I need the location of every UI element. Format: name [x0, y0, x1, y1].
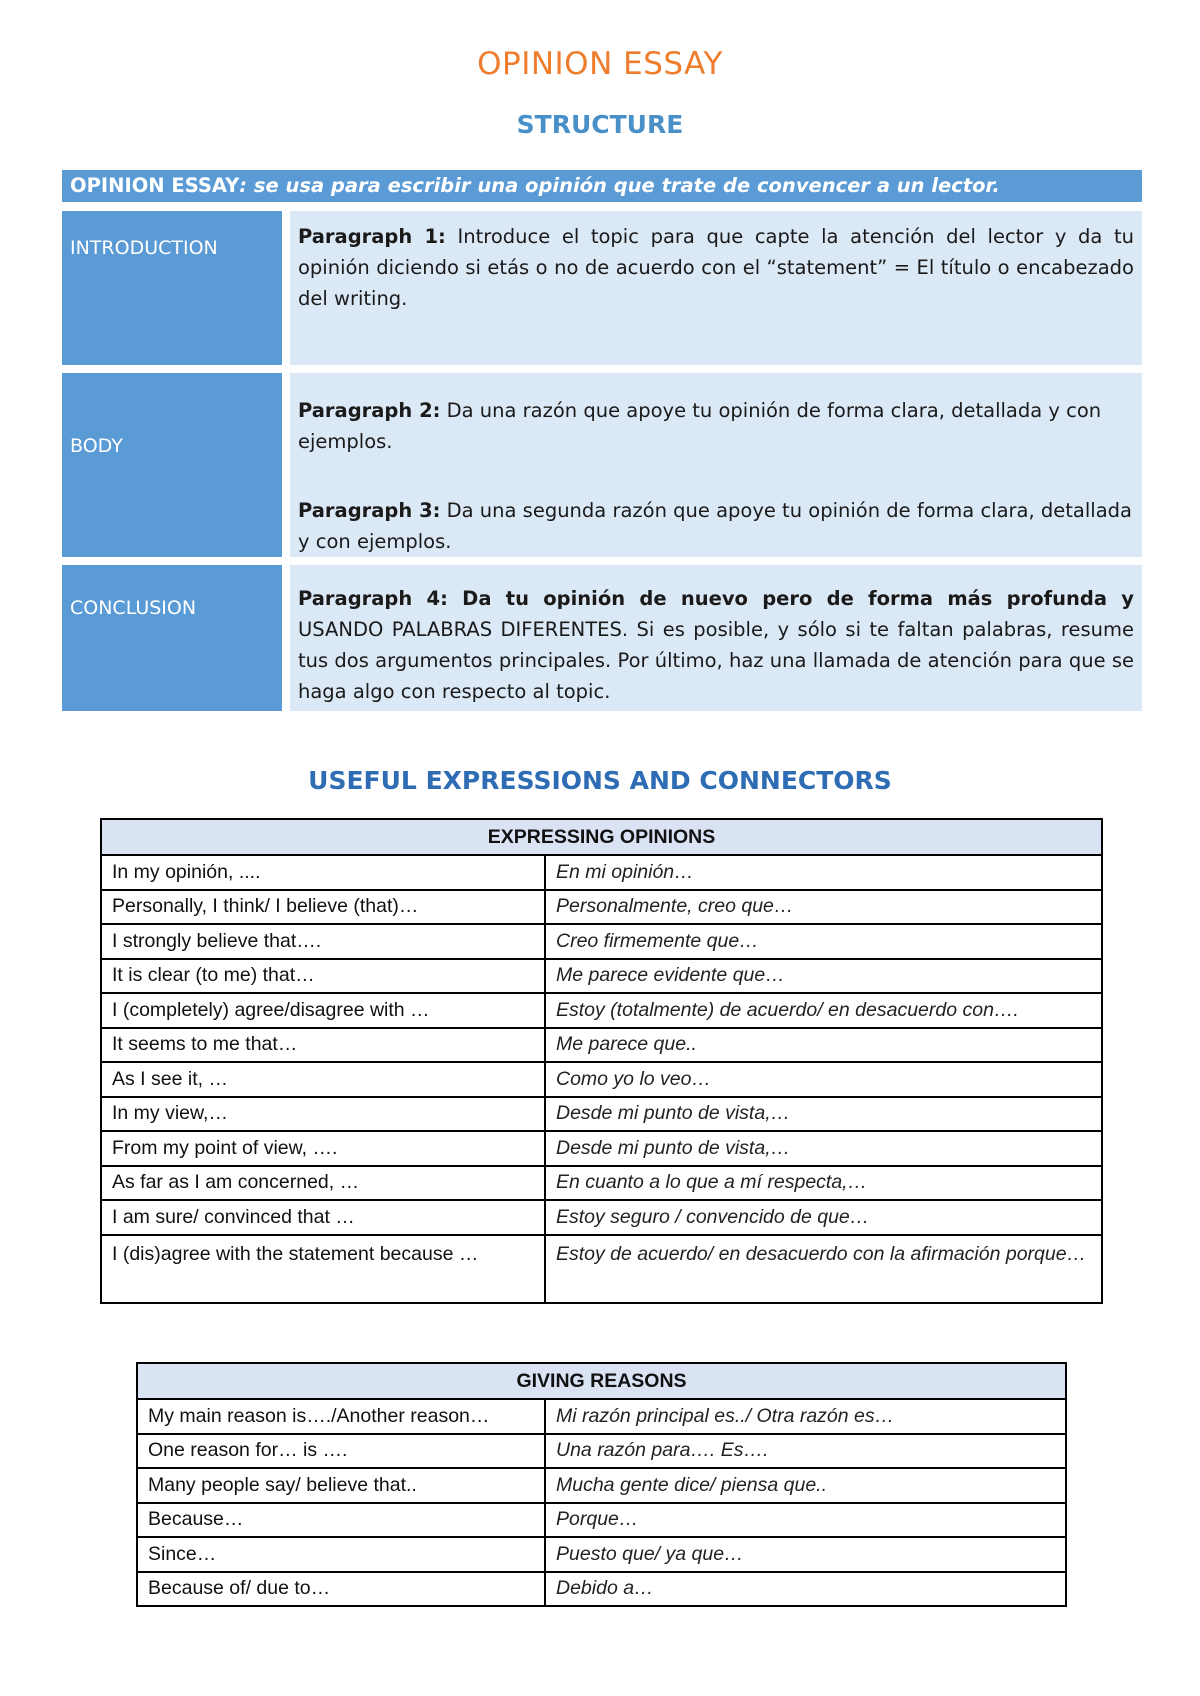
spanish-translation: Desde mi punto de vista,…: [545, 1097, 1102, 1132]
table-row: [137, 1572, 1066, 1607]
useful-expressions-heading: USEFUL EXPRESSIONS AND CONNECTORS: [308, 766, 892, 795]
document-title: OPINION ESSAY: [477, 46, 723, 82]
paragraph-heading: Paragraph 2:: [298, 399, 441, 422]
english-expression: I (dis)agree with the statement because …: [101, 1235, 545, 1303]
table-row: [101, 993, 1102, 1028]
banner-lead: OPINION ESSAY: [70, 174, 240, 197]
english-expression: Personally, I think/ I believe (that)…: [101, 890, 545, 925]
english-expression: In my opinión, ....: [101, 855, 545, 890]
table-header: EXPRESSING OPINIONS: [101, 819, 1102, 855]
english-expression: Since…: [137, 1537, 545, 1572]
spanish-translation: Debido a…: [545, 1572, 1066, 1607]
english-expression: I strongly believe that….: [101, 924, 545, 959]
spanish-translation: Estoy seguro / convencido de que…: [545, 1200, 1102, 1235]
structure-label-conclusion: CONCLUSION: [62, 565, 282, 711]
table-row: [101, 924, 1102, 959]
spanish-translation: Personalmente, creo que…: [545, 890, 1102, 925]
paragraph-4: [298, 583, 1134, 707]
paragraph-heading: Paragraph 4: Da tu opinión de nuevo pero de forma más profunda y: [298, 587, 1134, 610]
spanish-translation: Porque…: [545, 1503, 1066, 1538]
spanish-translation: Una razón para…. Es….: [545, 1434, 1066, 1469]
table-row: [101, 1097, 1102, 1132]
paragraph-body: USANDO PALABRAS DIFERENTES. Si es posible, y sólo si te faltan palabras, resume tus dos argumentos principales. Por último, haz una llamada de atención para que se haga algo con respecto al topic.: [298, 618, 1134, 703]
structure-label-introduction: INTRODUCTION: [62, 211, 282, 365]
english-expression: I (completely) agree/disagree with …: [101, 993, 545, 1028]
paragraph-3: [298, 495, 1134, 557]
table-row: [137, 1468, 1066, 1503]
table-row: [137, 1503, 1066, 1538]
table-row: [101, 959, 1102, 994]
table-row: [137, 1434, 1066, 1469]
spanish-translation: Mi razón principal es../ Otra razón es…: [545, 1399, 1066, 1434]
paragraph-body: Introduce el topic para que capte la atención del lector y da tu opinión diciendo si etás o no de acuerdo con el “statement” = El título o encabezado del writing.: [298, 225, 1134, 310]
spanish-translation: En cuanto a lo que a mí respecta,…: [545, 1166, 1102, 1201]
paragraph-body: Da una razón que apoye tu opinión de forma clara, detallada y con ejemplos.: [298, 399, 1102, 453]
paragraph-heading: Paragraph 3:: [298, 499, 441, 522]
structure-subtitle: STRUCTURE: [516, 110, 684, 139]
english-expression: Because…: [137, 1503, 545, 1538]
table-row: [101, 1131, 1102, 1166]
english-expression: My main reason is…./Another reason…: [137, 1399, 545, 1434]
table-header: GIVING REASONS: [137, 1363, 1066, 1399]
english-expression: In my view,…: [101, 1097, 545, 1132]
english-expression: I am sure/ convinced that …: [101, 1200, 545, 1235]
english-expression: Many people say/ believe that..: [137, 1468, 545, 1503]
giving-reasons-table: [136, 1362, 1067, 1607]
table-row: [101, 1028, 1102, 1063]
english-expression: Because of/ due to…: [137, 1572, 545, 1607]
spanish-translation: Me parece evidente que…: [545, 959, 1102, 994]
structure-label-body: BODY: [62, 373, 282, 557]
table-row: [101, 1166, 1102, 1201]
paragraph-heading: Paragraph 1:: [298, 225, 446, 248]
spanish-translation: Como yo lo veo…: [545, 1062, 1102, 1097]
english-expression: From my point of view, ….: [101, 1131, 545, 1166]
spanish-translation: Estoy (totalmente) de acuerdo/ en desacuerdo con….: [545, 993, 1102, 1028]
paragraph-body: Da una segunda razón que apoye tu opinión de forma clara, detallada y con ejemplos.: [298, 499, 1132, 553]
spanish-translation: Creo firmemente que…: [545, 924, 1102, 959]
table-row: [101, 890, 1102, 925]
english-expression: As far as I am concerned, …: [101, 1166, 545, 1201]
table-row: [137, 1399, 1066, 1434]
spanish-translation: Estoy de acuerdo/ en desacuerdo con la afirmación porque…: [545, 1235, 1102, 1303]
paragraph-2: [298, 395, 1134, 457]
table-row: [101, 1235, 1102, 1303]
english-expression: It is clear (to me) that…: [101, 959, 545, 994]
structure-text-body: [290, 373, 1142, 557]
english-expression: One reason for… is ….: [137, 1434, 545, 1469]
structure-text-introduction: [290, 211, 1142, 365]
english-expression: As I see it, …: [101, 1062, 545, 1097]
spanish-translation: Mucha gente dice/ piensa que..: [545, 1468, 1066, 1503]
english-expression: It seems to me that…: [101, 1028, 545, 1063]
table-row: [101, 1062, 1102, 1097]
structure-text-conclusion: [290, 565, 1142, 711]
definition-banner: [62, 170, 1142, 202]
paragraph-1: [298, 221, 1134, 314]
spanish-translation: Puesto que/ ya que…: [545, 1537, 1066, 1572]
banner-text: : se usa para escribir una opinión que trate de convencer a un lector.: [239, 174, 1000, 197]
table-row: [101, 1200, 1102, 1235]
table-row: [137, 1537, 1066, 1572]
expressing-opinions-table: [100, 818, 1103, 1304]
table-row: [101, 855, 1102, 890]
spanish-translation: En mi opinión…: [545, 855, 1102, 890]
spanish-translation: Me parece que..: [545, 1028, 1102, 1063]
spanish-translation: Desde mi punto de vista,…: [545, 1131, 1102, 1166]
